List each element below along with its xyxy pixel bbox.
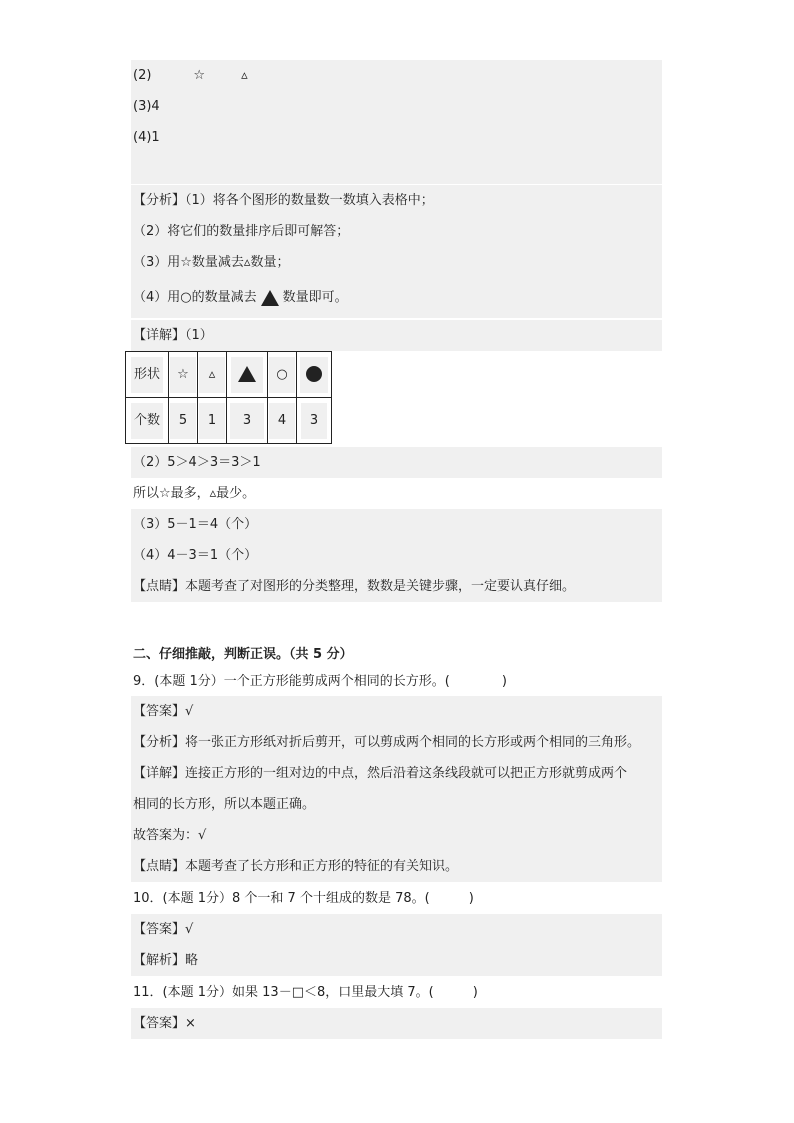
table-shape-cell	[297, 352, 332, 398]
q11-answer: 【答案】×	[131, 1008, 662, 1039]
detail-label: 【详解】（1）	[131, 320, 662, 351]
circle-outline-icon: ○	[269, 357, 295, 393]
detail-line-4: （3）5－1＝4（个）	[131, 509, 662, 540]
count-filled-triangle: 3	[230, 403, 264, 439]
table-row-counts	[126, 398, 332, 444]
q10-answer: 【答案】√	[131, 914, 662, 945]
table-count-cell	[169, 398, 198, 444]
detail-line-2: （2）5＞4＞3＝3＞1	[131, 447, 662, 478]
count-triangle-outline: 1	[199, 403, 225, 439]
star-icon: ☆	[170, 357, 196, 393]
q10-analysis: 【解析】略	[131, 945, 662, 976]
table-count-cell	[297, 398, 332, 444]
count-circle-outline: 4	[269, 403, 295, 439]
analysis-line-1: 【分析】（1）将各个图形的数量数一数填入表格中；	[131, 185, 662, 216]
answer-line-4: (4)1	[131, 122, 662, 153]
answer-2-triangle: ▵	[241, 68, 248, 83]
detail-line-3: 所以☆最多，▵最少。	[133, 486, 256, 501]
q9-answer: 【答案】√	[131, 696, 662, 727]
table-count-cell	[198, 398, 227, 444]
count-star: 5	[170, 403, 196, 439]
section-2-title: 二、仔细推敲，判断正误。（共 5 分）	[133, 647, 353, 662]
q9-question: 9．(本题 1分）一个正方形能剪成两个相同的长方形。( )	[133, 674, 507, 689]
answer-line-2	[131, 60, 662, 91]
table-count-label-cell	[126, 398, 169, 444]
answer-2-label: (2)	[133, 68, 152, 83]
q9-comment: 【点睛】本题考查了长方形和正方形的特征的有关知识。	[131, 851, 662, 882]
count-filled-circle: 3	[301, 403, 327, 439]
table-shape-cell	[169, 352, 198, 398]
q9-analysis: 【分析】将一张正方形纸对折后剪开，可以剪成两个相同的长方形或两个相同的三角形。	[131, 727, 662, 758]
filled-circle-cell-box	[300, 357, 328, 393]
answer-2-star: ☆	[193, 68, 206, 83]
q9-result: 故答案为：√	[131, 820, 662, 851]
analysis-line-3: （3）用☆数量减去▵数量；	[131, 247, 662, 278]
q11-question: 11．(本题 1分）如果 13－□＜8，口里最大填 7。( )	[133, 985, 478, 1000]
table-shape-cell	[227, 352, 268, 398]
analysis-line-4	[131, 278, 662, 318]
answer-line-3: (3)4	[131, 91, 662, 122]
detail-line-5: （4）4－3＝1（个）	[131, 540, 662, 571]
comment-line: 【点睛】本题考查了对图形的分类整理，数数是关键步骤，一定要认真仔细。	[131, 571, 662, 602]
table-row-shapes	[126, 352, 332, 398]
filled-circle-icon	[306, 366, 322, 382]
filled-triangle-cell-box	[231, 357, 263, 393]
blank-shaded-line	[131, 153, 662, 184]
triangle-outline-icon: ▵	[199, 357, 225, 393]
table-header-label-cell	[126, 352, 169, 398]
shape-count-table	[125, 351, 332, 444]
q9-detail-line-2: 相同的长方形，所以本题正确。	[131, 789, 662, 820]
analysis-line-4-prefix: （4）用○的数量减去	[133, 290, 257, 305]
filled-triangle-icon	[238, 366, 256, 382]
q10-question: 10．(本题 1分）8 个一和 7 个十组成的数是 78。( )	[133, 891, 474, 906]
q9-detail-line-1: 【详解】连接正方形的一组对边的中点，然后沿着这条线段就可以把正方形就剪成两个	[131, 758, 662, 789]
table-shape-cell	[198, 352, 227, 398]
table-header-label: 形状	[131, 357, 163, 393]
table-count-cell	[268, 398, 297, 444]
analysis-line-4-suffix: 数量即可。	[282, 290, 348, 305]
table-count-label: 个数	[131, 403, 163, 439]
filled-triangle-icon	[261, 290, 279, 306]
analysis-line-2: （2）将它们的数量排序后即可解答；	[131, 216, 662, 247]
table-shape-cell	[268, 352, 297, 398]
table-count-cell	[227, 398, 268, 444]
